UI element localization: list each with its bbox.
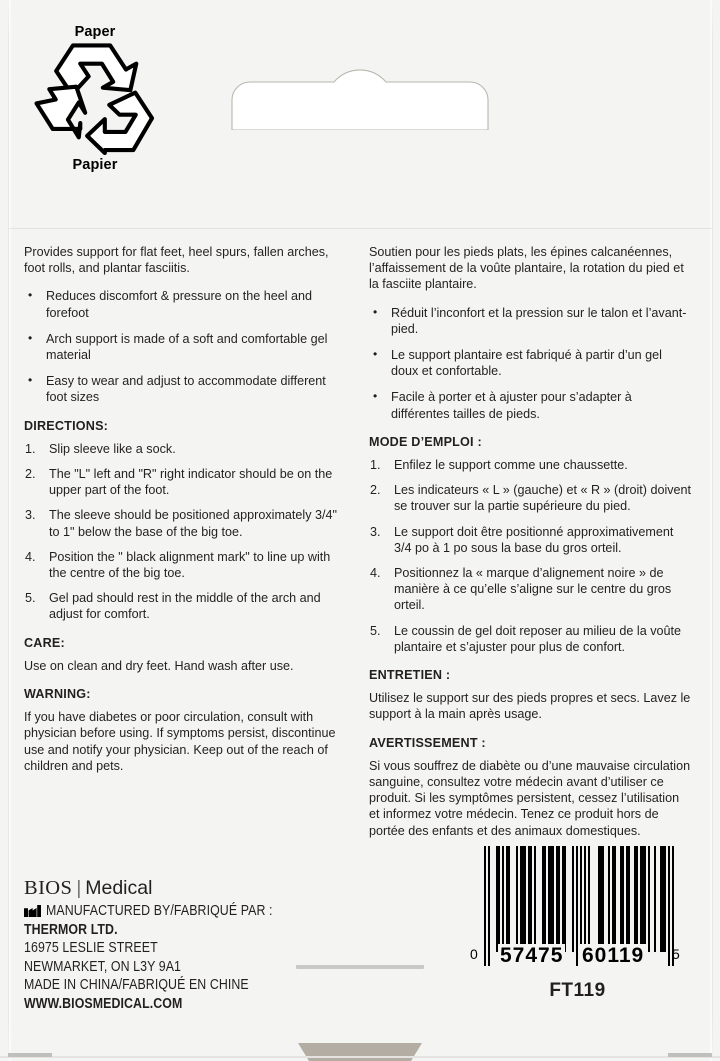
euro-slot-hang-tab (228, 54, 492, 130)
package-header (0, 0, 720, 228)
list-item: The sleeve should be positioned approximately 3/4" to 1" below the base of the big toe. (49, 508, 338, 539)
list-item: Gel pad should rest in the middle of the arch and adjust for comfort. (49, 591, 321, 622)
logo-medical-text: Medical (85, 877, 153, 899)
logo-bios-text: BIOS (24, 877, 73, 899)
recycle-label-english: Paper (74, 24, 116, 40)
package-base-edge (0, 1056, 720, 1058)
french-intro: Soutien pour les pieds plats, les épines calcanéennes, l’affaissement de la voûte plantaire, la rotation du pied et la fasciite plantaire. (369, 245, 684, 292)
english-warning-text: If you have diabetes or poor circulation, consult with physician before using. If symptoms persist, discontinue use and notify your physician. Keep out of the reach of children and pets. (24, 710, 336, 773)
package-footer (0, 860, 720, 1061)
english-column (24, 244, 347, 784)
website-url: WWW.BIOSMEDICAL.COM (24, 995, 183, 1012)
instructions-content (0, 228, 720, 838)
company-name: THERMOR LTD. (24, 921, 118, 938)
french-directions-heading: MODE D’EMPLOI : (369, 434, 482, 449)
french-directions-list (369, 457, 692, 655)
french-care-text: Utilisez le support sur des pieds propres et secs. Lavez le support à la main après usage. (369, 691, 691, 722)
french-warning-heading: AVERTISSEMENT : (369, 735, 486, 750)
factory-icon (24, 905, 41, 917)
french-benefits-list (369, 305, 692, 422)
list-item: • Le support plantaire est fabriqué à partir d’un gel doux et confortable. (369, 347, 692, 379)
manufactured-by-text: MANUFACTURED BY/FABRIQUÉ PAR : (46, 903, 273, 919)
manufacturer-block (24, 876, 354, 1014)
list-item: The "L" left and "R" right indicator should be on the upper part of the foot. (49, 467, 333, 498)
city-address: NEWMARKET, ON L3Y 9A1 (24, 958, 182, 975)
french-care-heading: ENTRETIEN : (369, 668, 451, 683)
list-item: Slip sleeve like a sock. (49, 441, 176, 456)
english-care-heading: CARE: (24, 635, 65, 650)
country-of-origin: MADE IN CHINA/FABRIQUÉ EN CHINE (24, 977, 249, 994)
french-column (369, 244, 692, 849)
upc-left-group: 57475 (500, 944, 564, 967)
english-warning-heading: WARNING: (24, 687, 91, 702)
model-number: FT119 (549, 980, 606, 1001)
barcode-digits (470, 944, 690, 968)
bottom-tuck-flap (298, 1043, 422, 1061)
list-item: • Easy to wear and adjust to accommodate different foot sizes (24, 373, 347, 405)
upc-barcode-block (470, 846, 690, 1002)
list-item: • Facile à porter et à ajuster pour s’adapter à différentes tailles de pieds. (369, 389, 692, 421)
list-item: Le support doit être positionné approximativement 3/4 po à 1 po sous la base du gros orteil. (394, 524, 674, 555)
english-intro: Provides support for flat feet, heel spurs, fallen arches, foot rolls, and plantar fasciitis. (24, 245, 329, 276)
bottom-flap-crease (296, 965, 424, 969)
english-benefits-list (24, 288, 347, 405)
upc-check-digit: 5 (672, 946, 680, 962)
english-care-text: Use on clean and dry feet. Hand wash after use. (24, 658, 294, 673)
list-item: Position the " black alignment mark" to line up with the centre of the big toe. (49, 549, 331, 581)
package-base-edge-right (668, 1053, 712, 1057)
manufactured-by-line (24, 902, 354, 921)
list-item: Les indicateurs « L » (gauche) et « R » (droit) doivent se trouver sur la partie supérieure du pied. (394, 483, 692, 514)
list-item: • Réduit l’inconfort et la pression sur le talon et l’avant-pied. (369, 305, 692, 337)
recycle-symbol-icon (34, 43, 156, 155)
list-item: Enfilez le support comme une chaussette. (394, 458, 628, 473)
paper-recycling-mark (30, 24, 160, 173)
list-item: Le coussin de gel doit reposer au milieu de la voûte plantaire et s’ajuster pour plus de confort. (394, 623, 682, 654)
list-item: • Arch support is made of a soft and comfortable gel material (24, 331, 347, 363)
english-directions-list (24, 441, 347, 623)
list-item: Positionnez la « marque d’alignement noire » de manière à ce qu’elle s’aligne sur le centre du gros orteil. (394, 566, 672, 613)
package-base-edge-left (8, 1053, 52, 1057)
list-item: • Reduces discomfort & pressure on the heel and forefoot (24, 288, 347, 320)
upc-right-group: 60119 (582, 944, 645, 967)
bios-medical-logo (24, 876, 354, 901)
street-address: 16975 LESLIE STREET (24, 940, 158, 957)
recycle-label-french: Papier (72, 157, 118, 173)
french-warning-text: Si vous souffrez de diabète ou d’une mauvaise circulation sanguine, consultez votre médecin avant d’utiliser ce produit. Si les symptômes persistent, cessez l’utilisation et informez votre médecin. Tenez ce produit hors de portée des enfants et des animaux domestiques. (369, 758, 691, 838)
english-directions-heading: DIRECTIONS: (24, 418, 109, 433)
upc-lead-digit: 0 (470, 946, 478, 962)
logo-divider: | (76, 878, 82, 899)
